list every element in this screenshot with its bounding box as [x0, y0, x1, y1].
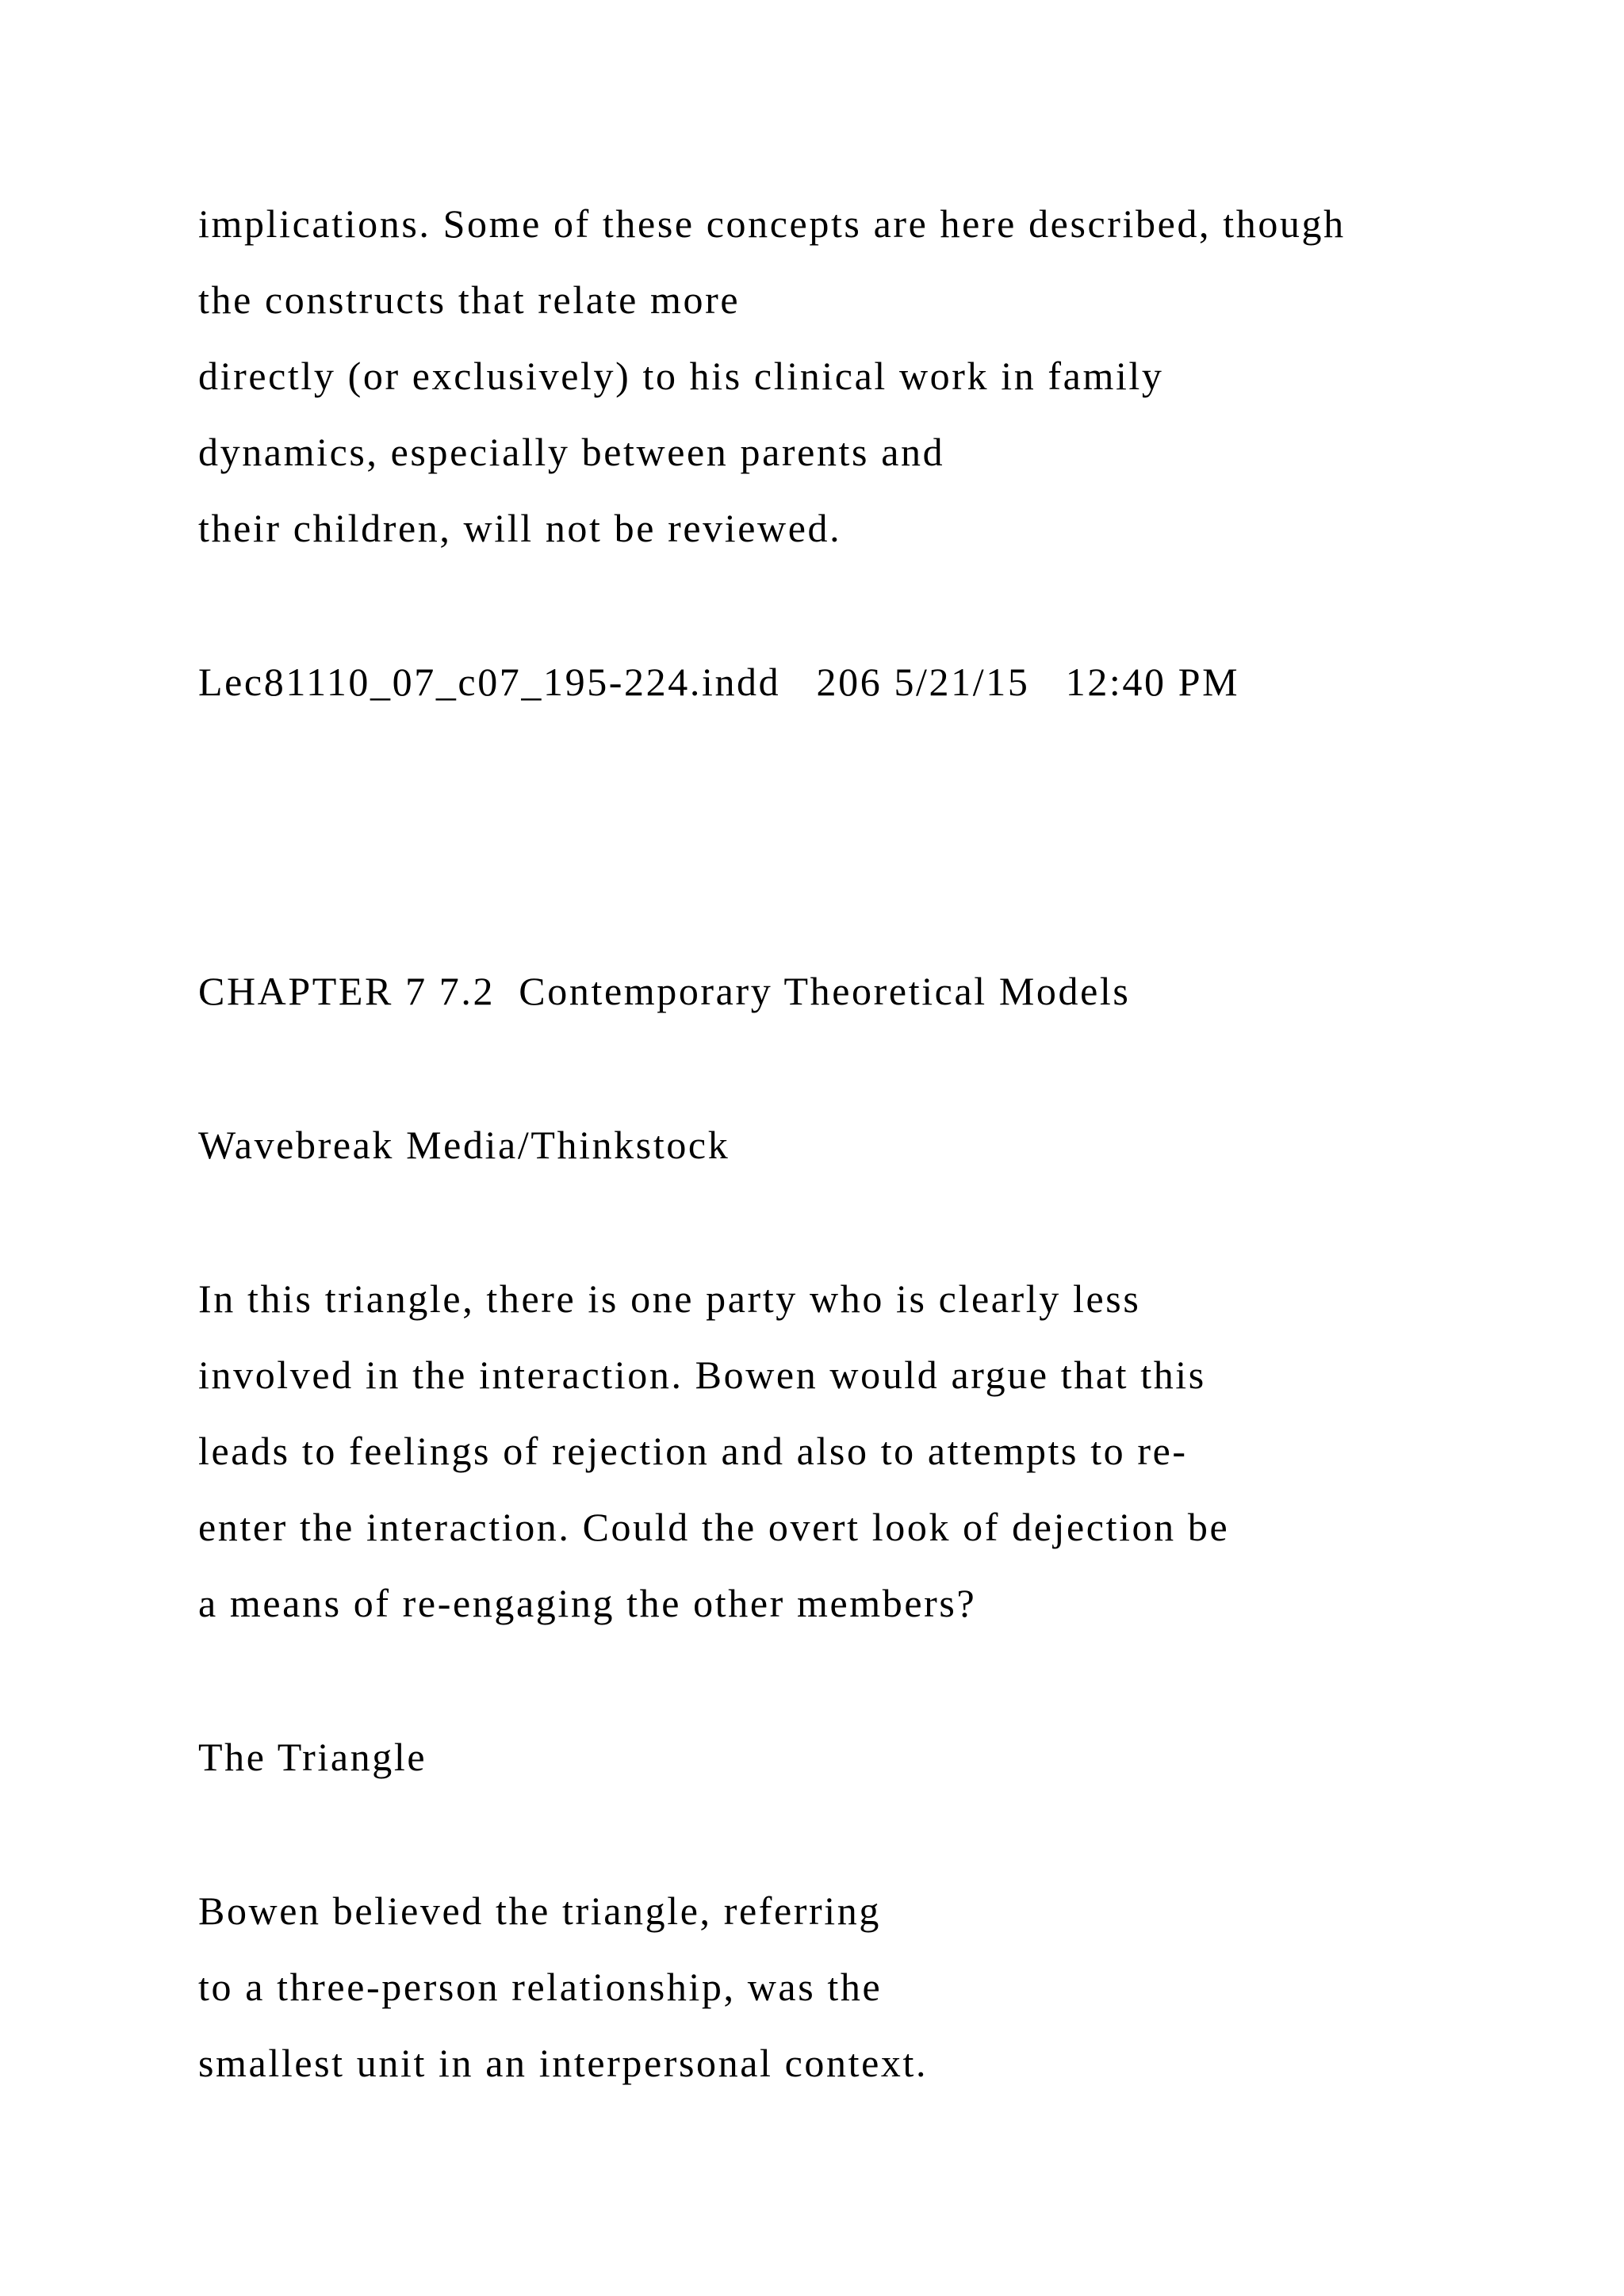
caption-paragraph-line: involved in the interaction. Bowen would argue that this	[198, 1353, 1206, 1397]
caption-paragraph-line: enter the interaction. Could the overt look of dejection be	[198, 1505, 1230, 1549]
intro-paragraph-line: dynamics, especially between parents and	[198, 430, 945, 474]
chapter-heading: CHAPTER 7 7.2 Contemporary Theoretical Models	[198, 969, 1131, 1013]
photo-credit: Wavebreak Media/Thinkstock	[198, 1123, 730, 1167]
caption-paragraph-line: leads to feelings of rejection and also to attempts to re-	[198, 1429, 1188, 1473]
body-paragraph-line: smallest unit in an interpersonal context.	[198, 2041, 929, 2085]
file-slug: Lec81110_07_c07_195-224.indd 206 5/21/15 12:40 PM	[198, 660, 1240, 704]
intro-paragraph-line: implications. Some of these concepts are here described, though	[198, 201, 1346, 246]
intro-paragraph-line: their children, will not be reviewed.	[198, 506, 842, 550]
intro-paragraph-line: directly (or exclusively) to his clinical work in family	[198, 354, 1164, 398]
caption-paragraph-line: In this triangle, there is one party who is clearly less	[198, 1276, 1141, 1321]
intro-paragraph-line: the constructs that relate more	[198, 277, 741, 322]
body-paragraph-line: Bowen believed the triangle, referring	[198, 1888, 881, 1933]
body-paragraph-line: to a three-person relationship, was the	[198, 1965, 883, 2009]
caption-paragraph-line: a means of re-engaging the other members?	[198, 1581, 977, 1625]
section-heading: The Triangle	[198, 1735, 427, 1779]
